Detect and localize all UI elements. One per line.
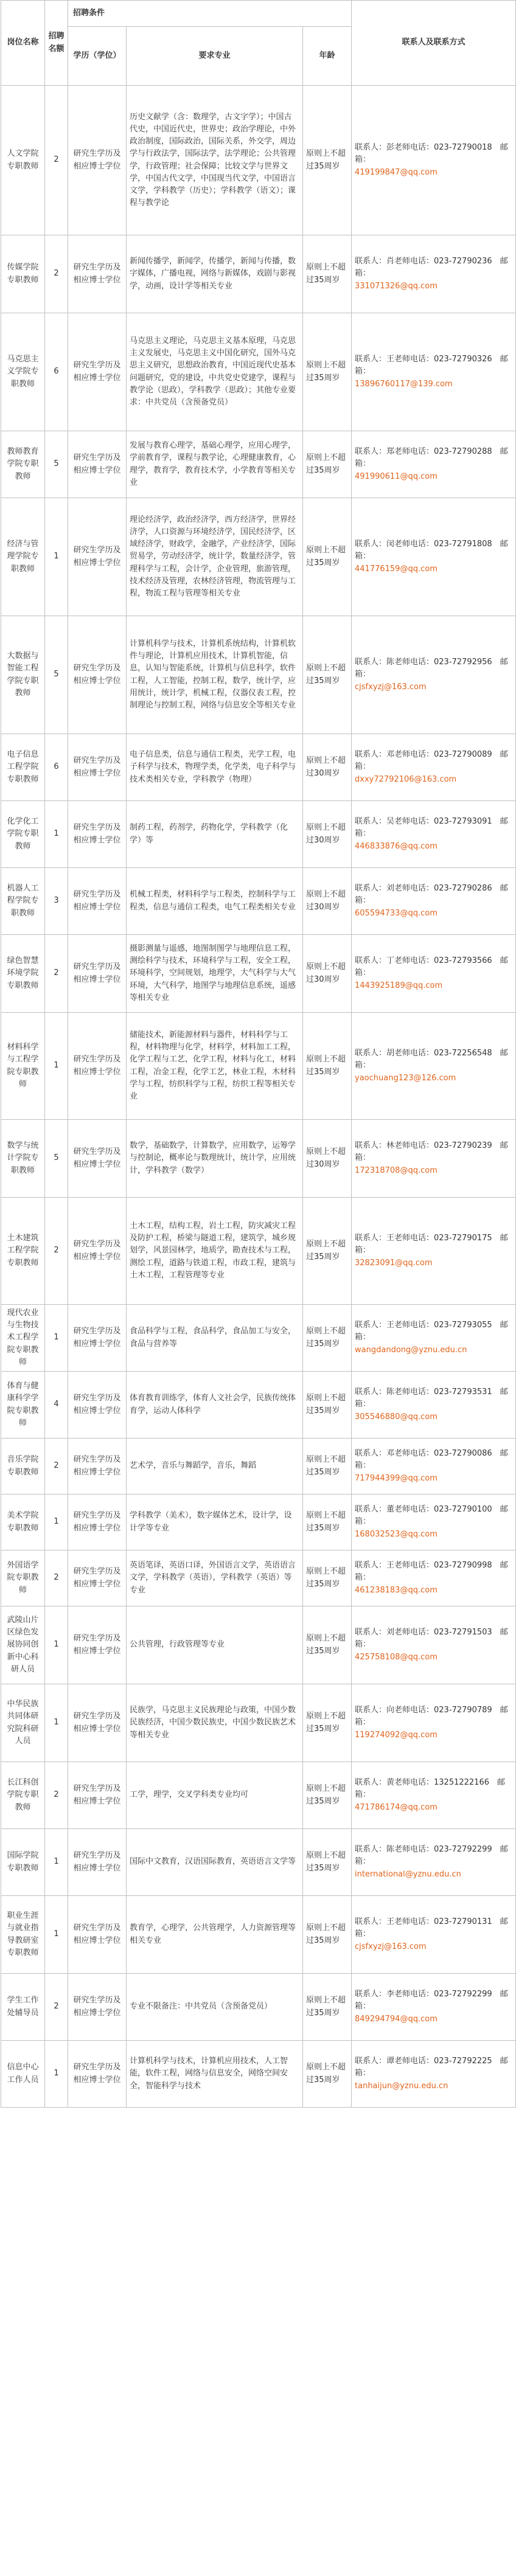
- contact-email[interactable]: wangdandong@yznu.edu.cn: [355, 1345, 467, 1355]
- contact-phone: 联系人：王老师电话：023-72790175 邮 箱：: [355, 1234, 516, 1255]
- education-cell: 研究生学历及相应博士学位: [68, 1495, 127, 1550]
- age-cell: 原则上不超过35周岁: [303, 1829, 352, 1896]
- education-cell: 研究生学历及相应博士学位: [68, 1974, 127, 2041]
- quota-cell: 4: [45, 1372, 68, 1439]
- table-row: [1, 313, 516, 431]
- major-cell: 艺术学，音乐与舞蹈学，音乐，舞蹈: [127, 1439, 303, 1495]
- contact-phone: 联系人：丁老师电话：023-72793566 邮 箱：: [355, 956, 516, 978]
- contact-phone: 联系人：陈老师电话：023-72792299 邮 箱：: [355, 1845, 516, 1867]
- major-cell: 公共管理，行政管理等专业: [127, 1606, 303, 1684]
- contact-cell: [352, 498, 516, 616]
- age-cell: 原则上不超过30周岁: [303, 734, 352, 801]
- major-cell: 英语笔译，英语口译，外国语言文学，英语语言文学，学科教学（英语），学科教学（英语）等专业: [127, 1550, 303, 1606]
- major-cell: 机械工程类，材料科学与工程类，控制科学与工程类，信息与通信工程类，电气工程类相关专业: [127, 868, 303, 935]
- contact-cell: [352, 801, 516, 868]
- contact-phone: 联系人：王老师电话：023-72790998 邮 箱：: [355, 1561, 516, 1583]
- education-cell: 研究生学历及相应博士学位: [68, 1606, 127, 1684]
- header-num: 招聘名额: [45, 1, 68, 86]
- table-row: [1, 1439, 516, 1495]
- education-cell: 研究生学历及相应博士学位: [68, 734, 127, 801]
- contact-cell: [352, 235, 516, 313]
- age-cell: 原则上不超过35周岁: [303, 1550, 352, 1606]
- quota-cell: 2: [45, 235, 68, 313]
- contact-cell: [352, 1120, 516, 1198]
- header-row: [1, 1, 516, 27]
- education-cell: 研究生学历及相应博士学位: [68, 2041, 127, 2108]
- contact-cell: [352, 431, 516, 498]
- contact-phone: 联系人：闵老师电话：023-72791808 邮 箱：: [355, 540, 516, 561]
- contact-phone: 联系人：李老师电话：023-72792299 邮 箱：: [355, 1990, 516, 2012]
- education-cell: 研究生学历及相应博士学位: [68, 868, 127, 935]
- post-name-cell: 土木建筑工程学院专职教师: [1, 1198, 45, 1305]
- quota-cell: 5: [45, 1120, 68, 1198]
- table-row: [1, 734, 516, 801]
- contact-cell: [352, 1372, 516, 1439]
- age-cell: 原则上不超过35周岁: [303, 1684, 352, 1762]
- contact-cell: [352, 1762, 516, 1829]
- quota-cell: 1: [45, 801, 68, 868]
- education-cell: 研究生学历及相应博士学位: [68, 1120, 127, 1198]
- major-cell: 历史文献学（含：数理学，古文字学）；中国古代史，中国近代史，世界史；政治学理论，中外政治制度，国际政治，国际关系，外交学，周边学与行政法学，国际法学，法学理论；公共管理学，行政管理；社会保障；比较文学与世界文学，中国古代文学，中国现当代文学，中国语言文学，学科教学（历史）；学科教学（语文）；课程与教学论: [127, 86, 303, 235]
- contact-phone: 联系人：王老师电话：023-72790326 邮 箱：: [355, 355, 516, 377]
- post-name-cell: 职业生涯与就业指导教研室专职教师: [1, 1896, 45, 1974]
- age-cell: 原则上不超过30周岁: [303, 868, 352, 935]
- header-contact: 联系人及联系方式: [352, 1, 516, 86]
- age-cell: 原则上不超过35周岁: [303, 1305, 352, 1372]
- post-name-cell: 信息中心工作人员: [1, 2041, 45, 2108]
- post-name-cell: 现代农业与生物技术工程学院专职教师: [1, 1305, 45, 1372]
- contact-cell: [352, 734, 516, 801]
- contact-email[interactable]: 461238183@qq.com: [355, 1585, 438, 1595]
- post-name-cell: 材料科学与工程学院专职教师: [1, 1013, 45, 1120]
- contact-cell: [352, 1606, 516, 1684]
- contact-email[interactable]: 172318708@qq.com: [355, 1165, 438, 1175]
- major-cell: 新闻传播学，新闻学，传播学，新闻与传播，数字媒体，广播电视，网络与新媒体，戏剧与影视学，动画，设计学等相关专业: [127, 235, 303, 313]
- contact-cell: [352, 1684, 516, 1762]
- education-cell: 研究生学历及相应博士学位: [68, 235, 127, 313]
- major-cell: 数学，基础数学，计算数学，应用数学，运筹学与控制论，概率论与数理统计，统计学，应用统计，学科教学（数学）: [127, 1120, 303, 1198]
- contact-phone: 联系人：董老师电话：023-72790100 邮 箱：: [355, 1505, 516, 1527]
- contact-email[interactable]: yaochuang123@126.com: [355, 1073, 456, 1083]
- table-row: [1, 498, 516, 616]
- contact-cell: [352, 1013, 516, 1120]
- post-name-cell: 马克思主义学院专职教师: [1, 313, 45, 431]
- recruitment-table: [1, 0, 516, 2108]
- contact-email[interactable]: 717944399@qq.com: [355, 1473, 438, 1483]
- contact-email[interactable]: tanhaijun@yznu.edu.cn: [355, 2081, 448, 2091]
- age-cell: 原则上不超过30周岁: [303, 801, 352, 868]
- education-cell: 研究生学历及相应博士学位: [68, 1829, 127, 1896]
- contact-cell: [352, 2041, 516, 2108]
- contact-phone: 联系人：黄老师电话：13251222166 邮 箱：: [355, 1778, 514, 1800]
- major-cell: 专业不限备注：中共党员（含预备党员）: [127, 1974, 303, 2041]
- contact-phone: 联系人：邓老师电话：023-72790089 邮 箱：: [355, 750, 516, 772]
- post-name-cell: 武陵山片区绿色发展协同创新中心科研人员: [1, 1606, 45, 1684]
- age-cell: 原则上不超过35周岁: [303, 1439, 352, 1495]
- post-name-cell: 教师教育学院专职教师: [1, 431, 45, 498]
- education-cell: 研究生学历及相应博士学位: [68, 935, 127, 1013]
- education-cell: 研究生学历及相应博士学位: [68, 1198, 127, 1305]
- contact-phone: 联系人：刘老师电话：023-72790286 邮 箱：: [355, 884, 516, 906]
- post-name-cell: 化学化工学院专职教师: [1, 801, 45, 868]
- age-cell: 原则上不超过35周岁: [303, 1762, 352, 1829]
- quota-cell: 1: [45, 1305, 68, 1372]
- quota-cell: 2: [45, 1762, 68, 1829]
- contact-cell: [352, 868, 516, 935]
- table-row: [1, 1829, 516, 1896]
- table-row: [1, 86, 516, 235]
- table-row: [1, 1198, 516, 1305]
- education-cell: 研究生学历及相应博士学位: [68, 1305, 127, 1372]
- education-cell: 研究生学历及相应博士学位: [68, 431, 127, 498]
- post-name-cell: 体育与健康科学学院专职教师: [1, 1372, 45, 1439]
- table-row: [1, 1305, 516, 1372]
- age-cell: 原则上不超过35周岁: [303, 1974, 352, 2041]
- table-row: [1, 1606, 516, 1684]
- contact-email[interactable]: 471786174@qq.com: [355, 1802, 438, 1812]
- post-name-cell: 电子信息工程学院专职教师: [1, 734, 45, 801]
- post-name-cell: 学生工作处辅导员: [1, 1974, 45, 2041]
- age-cell: 原则上不超过35周岁: [303, 86, 352, 235]
- table-row: [1, 801, 516, 868]
- post-name-cell: 长江科创学院专职教师: [1, 1762, 45, 1829]
- education-cell: 研究生学历及相应博士学位: [68, 1013, 127, 1120]
- education-cell: 研究生学历及相应博士学位: [68, 498, 127, 616]
- table-row: [1, 616, 516, 734]
- quota-cell: 6: [45, 313, 68, 431]
- contact-cell: [352, 1198, 516, 1305]
- contact-phone: 联系人：胡老师电话：023-72256548 邮 箱：: [355, 1049, 516, 1071]
- quota-cell: 1: [45, 1495, 68, 1550]
- quota-cell: 5: [45, 431, 68, 498]
- major-cell: 国际中文教育，汉语国际教育，英语语言文学等: [127, 1829, 303, 1896]
- quota-cell: 6: [45, 734, 68, 801]
- major-cell: 电子信息类，信息与通信工程类，光学工程，电子科学与技术，物理学类，化学类，电子科学与技术类相关专业，学科教学（物理）: [127, 734, 303, 801]
- post-name-cell: 机器人工程学院专职教师: [1, 868, 45, 935]
- quota-cell: 1: [45, 1829, 68, 1896]
- table-row: [1, 1120, 516, 1198]
- contact-cell: [352, 935, 516, 1013]
- header-major: 要求专业: [127, 27, 303, 86]
- education-cell: 研究生学历及相应博士学位: [68, 1684, 127, 1762]
- education-cell: 研究生学历及相应博士学位: [68, 1762, 127, 1829]
- age-cell: 原则上不超过35周岁: [303, 1606, 352, 1684]
- post-name-cell: 国际学院专职教师: [1, 1829, 45, 1896]
- table-row: [1, 2041, 516, 2108]
- age-cell: 原则上不超过35周岁: [303, 431, 352, 498]
- education-cell: 研究生学历及相应博士学位: [68, 1550, 127, 1606]
- contact-email[interactable]: 419199847@qq.com: [355, 167, 438, 177]
- header-post: 岗位名称: [1, 1, 45, 86]
- major-cell: 计算机科学与技术，计算机系统结构，计算机软件与理论，计算机应用技术，计算机智能，信息，认知与智能系统，计算机与信息科学，软件工程，人工智能，控制工程，数学，统计学，应用统计，统计学，机械工程，仪器仪表工程，控制理论与控制工程，网络与信息安全等相关专业: [127, 616, 303, 734]
- contact-phone: 联系人：吴老师电话：023-72793091 邮 箱：: [355, 817, 516, 839]
- quota-cell: 2: [45, 935, 68, 1013]
- quota-cell: 1: [45, 1896, 68, 1974]
- contact-phone: 联系人：陈老师电话：023-72793531 邮 箱：: [355, 1387, 516, 1409]
- major-cell: 民族学，马克思主义民族理论与政策，中国少数民族经济，中国少数民族史，中国少数民族艺术等相关专业: [127, 1684, 303, 1762]
- education-cell: 研究生学历及相应博士学位: [68, 801, 127, 868]
- post-name-cell: 中华民族共同体研究院科研人员: [1, 1684, 45, 1762]
- contact-email[interactable]: international@yznu.edu.cn: [355, 1869, 461, 1879]
- education-cell: 研究生学历及相应博士学位: [68, 1372, 127, 1439]
- post-name-cell: 美术学院专职教师: [1, 1495, 45, 1550]
- contact-cell: [352, 86, 516, 235]
- table-row: [1, 935, 516, 1013]
- table-row: [1, 1550, 516, 1606]
- header-edu: 学历（学位）: [68, 27, 127, 86]
- education-cell: 研究生学历及相应博士学位: [68, 313, 127, 431]
- contact-email[interactable]: 13896760117@139.com: [355, 379, 453, 389]
- quota-cell: 1: [45, 1606, 68, 1684]
- quota-cell: 1: [45, 1684, 68, 1762]
- contact-cell: [352, 1896, 516, 1974]
- table-row: [1, 1896, 516, 1974]
- age-cell: 原则上不超过30周岁: [303, 1120, 352, 1198]
- contact-cell: [352, 1550, 516, 1606]
- quota-cell: 3: [45, 868, 68, 935]
- age-cell: 原则上不超过35周岁: [303, 1495, 352, 1550]
- contact-email[interactable]: 441776159@qq.com: [355, 564, 438, 574]
- post-name-cell: 传媒学院专职教师: [1, 235, 45, 313]
- contact-email[interactable]: 605594733@qq.com: [355, 908, 438, 918]
- age-cell: 原则上不超过35周岁: [303, 2041, 352, 2108]
- post-name-cell: 人文学院专职教师: [1, 86, 45, 235]
- contact-cell: [352, 1495, 516, 1550]
- contact-phone: 联系人：郑老师电话：023-72790288 邮 箱：: [355, 447, 516, 469]
- age-cell: 原则上不超过35周岁: [303, 1013, 352, 1120]
- contact-email[interactable]: 119274092@qq.com: [355, 1730, 438, 1740]
- education-cell: 研究生学历及相应博士学位: [68, 86, 127, 235]
- quota-cell: 1: [45, 1013, 68, 1120]
- education-cell: 研究生学历及相应博士学位: [68, 1896, 127, 1974]
- contact-email[interactable]: 425758108@qq.com: [355, 1652, 438, 1662]
- major-cell: 制药工程，药剂学，药物化学，学科教学（化学）等: [127, 801, 303, 868]
- contact-email[interactable]: 849294794@qq.com: [355, 2014, 438, 2024]
- major-cell: 学科教学（美术），数字媒体艺术，设计学，设计学等专业: [127, 1495, 303, 1550]
- contact-phone: 联系人：王老师电话：023-72793055 邮 箱：: [355, 1321, 516, 1342]
- contact-cell: [352, 1829, 516, 1896]
- table-row: [1, 868, 516, 935]
- quota-cell: 2: [45, 1439, 68, 1495]
- education-cell: 研究生学历及相应博士学位: [68, 1439, 127, 1495]
- age-cell: 原则上不超过30周岁: [303, 935, 352, 1013]
- quota-cell: 5: [45, 616, 68, 734]
- contact-phone: 联系人：邓老师电话：023-72790086 邮 箱：: [355, 1449, 516, 1471]
- table-row: [1, 1372, 516, 1439]
- quota-cell: 1: [45, 498, 68, 616]
- post-name-cell: 外国语学院专职教师: [1, 1550, 45, 1606]
- contact-email[interactable]: 32823091@qq.com: [355, 1258, 433, 1268]
- quota-cell: 2: [45, 1198, 68, 1305]
- table-row: [1, 1762, 516, 1829]
- contact-phone: 联系人：林老师电话：023-72790239 邮 箱：: [355, 1141, 516, 1163]
- contact-cell: [352, 313, 516, 431]
- quota-cell: 2: [45, 86, 68, 235]
- major-cell: 工学，理学，交叉学科类专业均可: [127, 1762, 303, 1829]
- age-cell: 原则上不超过35周岁: [303, 1372, 352, 1439]
- contact-cell: [352, 1974, 516, 2041]
- education-cell: 研究生学历及相应博士学位: [68, 616, 127, 734]
- age-cell: 原则上不超过35周岁: [303, 498, 352, 616]
- major-cell: 理论经济学，政治经济学，西方经济学，世界经济学，人口资源与环境经济学，国民经济学，区域经济学，财政学，金融学，产业经济学，国际贸易学，劳动经济学，统计学，数量经济学，管理科学与工程，会计学，企业管理，旅游管理，技术经济及管理，农林经济管理，物流管理与工程，物流工程与管理等相关专业: [127, 498, 303, 616]
- major-cell: 教育学，心理学，公共管理学，人力资源管理等相关专业: [127, 1896, 303, 1974]
- contact-email[interactable]: cjsfxyzj@163.com: [355, 1942, 427, 1951]
- contact-email[interactable]: 1443925189@qq.com: [355, 981, 443, 990]
- contact-cell: [352, 1439, 516, 1495]
- contact-email[interactable]: 331071326@qq.com: [355, 281, 438, 291]
- contact-email[interactable]: dxxy72792106@163.com: [355, 774, 457, 784]
- quota-cell: 2: [45, 1550, 68, 1606]
- table-row: [1, 1684, 516, 1762]
- contact-phone: 联系人：彭老师电话：023-72790018 邮 箱：: [355, 143, 516, 165]
- contact-phone: 联系人：刘老师电话：023-72791503 邮 箱：: [355, 1628, 516, 1650]
- major-cell: 计算机科学与技术，计算机应用技术，人工智能，软件工程，网络与信息安全，网络空间安全，智能科学与技术: [127, 2041, 303, 2108]
- contact-phone: 联系人：肖老师电话：023-72790236 邮 箱：: [355, 257, 516, 279]
- contact-phone: 联系人：谭老师电话：023-72792225 邮 箱：: [355, 2057, 516, 2078]
- major-cell: 马克思主义理论，马克思主义基本原理，马克思主义发展史，马克思主义中国化研究，国外马克思主义研究，思想政治教育，中国近现代史基本问题研究，党的建设，中共党史党建学，课程与教学论（思政），学科教学（思政）；其他专业要求：中共党员（含预备党员）: [127, 313, 303, 431]
- age-cell: 原则上不超过35周岁: [303, 616, 352, 734]
- post-name-cell: 经济与管理学院专职教师: [1, 498, 45, 616]
- table-row: [1, 1013, 516, 1120]
- header-age: 年龄: [303, 27, 352, 86]
- header-conditions: 招聘条件: [68, 1, 352, 27]
- contact-phone: 联系人：向老师电话：023-72790789 邮 箱：: [355, 1706, 516, 1727]
- contact-cell: [352, 1305, 516, 1372]
- major-cell: 体育教育训练学，体育人文社会学，民族传统体育学，运动人体科学: [127, 1372, 303, 1439]
- major-cell: 土木工程，结构工程，岩土工程，防灾减灾工程及防护工程，桥梁与隧道工程，建筑学，城乡规划学，风景园林学，地质学，勘查技术与工程，测绘工程，道路与铁道工程，市政工程，建筑与土木工程，工程管理等专业: [127, 1198, 303, 1305]
- contact-email[interactable]: 305546880@qq.com: [355, 1412, 438, 1422]
- age-cell: 原则上不超过35周岁: [303, 1896, 352, 1974]
- contact-cell: [352, 616, 516, 734]
- contact-email[interactable]: 168032523@qq.com: [355, 1529, 438, 1539]
- quota-cell: 2: [45, 1974, 68, 2041]
- age-cell: 原则上不超过35周岁: [303, 313, 352, 431]
- table-row: [1, 1495, 516, 1550]
- age-cell: 原则上不超过35周岁: [303, 235, 352, 313]
- major-cell: 发展与教育心理学，基础心理学，应用心理学，学前教育学，课程与教学论，心理健康教育，心理学，教育学，教育技术学，小学教育等相关专业: [127, 431, 303, 498]
- major-cell: 食品科学与工程，食品科学，食品加工与安全，食品与营养等: [127, 1305, 303, 1372]
- contact-phone: 联系人：陈老师电话：023-72792956 邮 箱：: [355, 658, 516, 679]
- major-cell: 摄影测量与遥感，地图制图学与地理信息工程，测绘科学与技术，环境科学与工程，安全工程，环境科学，空间规划，地理学，大气科学与大气环境，大气科学，地图学与地理信息系统，遥感等相关专业: [127, 935, 303, 1013]
- major-cell: 储能技术，新能源材料与器件，材料科学与工程，材料物理与化学，材料学，材料加工工程，化学工程与工艺，化学工程，材料与化工，材料工程，冶金工程，化学工艺，林业工程，木材科学与工程，纺织科学与工程，纺织工程等相关专业: [127, 1013, 303, 1120]
- table-row: [1, 1974, 516, 2041]
- contact-email[interactable]: 491990611@qq.com: [355, 471, 438, 481]
- contact-email[interactable]: cjsfxyzj@163.com: [355, 682, 427, 692]
- post-name-cell: 绿色智慧环境学院专职教师: [1, 935, 45, 1013]
- table-row: [1, 431, 516, 498]
- post-name-cell: 音乐学院专职教师: [1, 1439, 45, 1495]
- contact-phone: 联系人：王老师电话：023-72790131 邮 箱：: [355, 1917, 516, 1939]
- post-name-cell: 数学与统计学院专职教师: [1, 1120, 45, 1198]
- contact-email[interactable]: 446833876@qq.com: [355, 841, 438, 851]
- post-name-cell: 大数据与智能工程学院专职教师: [1, 616, 45, 734]
- table-row: [1, 235, 516, 313]
- quota-cell: 1: [45, 2041, 68, 2108]
- age-cell: 原则上不超过35周岁: [303, 1198, 352, 1305]
